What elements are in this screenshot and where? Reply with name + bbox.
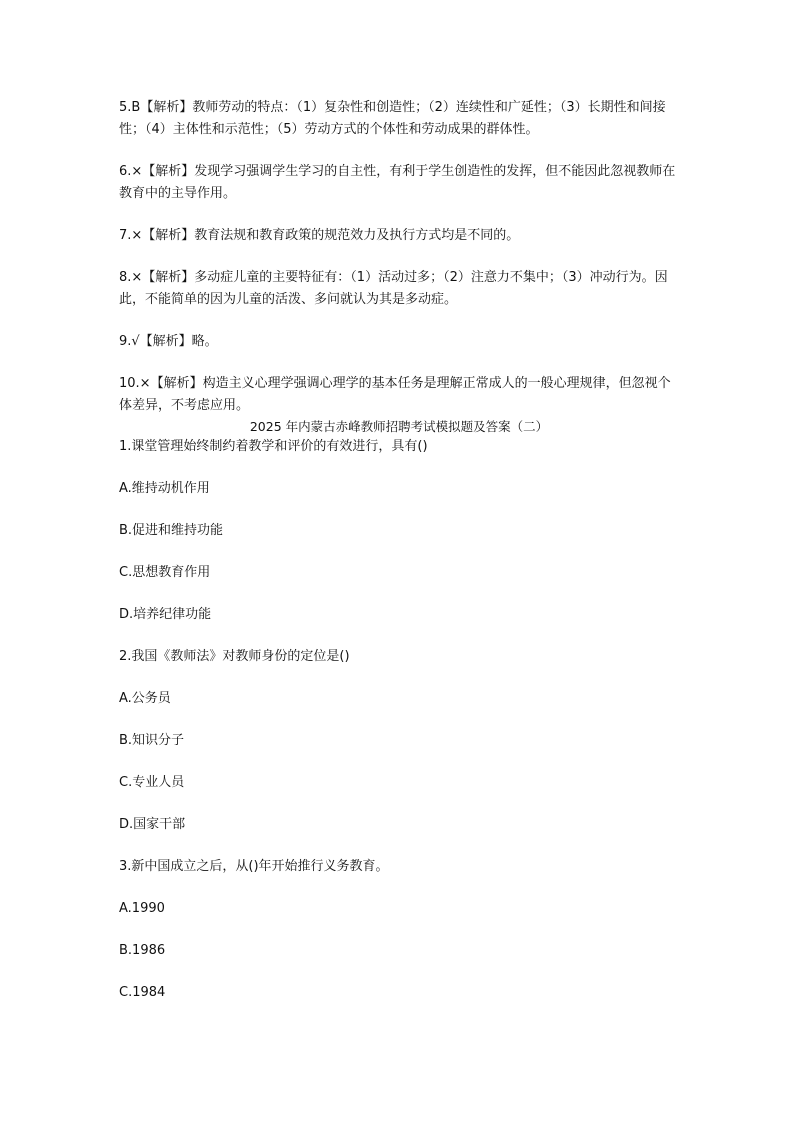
question-2-option-c: C.专业人员 [119,775,185,790]
question-1-option-a: A.维持动机作用 [119,481,210,496]
answer-6: 6.×【解析】发现学习强调学生学习的自主性，有利于学生创造性的发挥，但不能因此忽视教师在教育中的主导作用。 [119,164,676,201]
answer-7: 7.×【解析】教育法规和教育政策的规范效力及执行方式均是不同的。 [119,228,520,243]
question-1-option-b: B.促进和维持功能 [119,523,224,538]
page-content [119,97,679,1003]
question-2-option-b: B.知识分子 [119,733,185,748]
question-2-stem: 2.我国《教师法》对教师身份的定位是() [119,649,350,664]
answer-8: 8.×【解析】多动症儿童的主要特征有：（1）活动过多；（2）注意力不集中；（3）冲动行为。因此，不能简单的因为儿童的活泼、多问就认为其是多动症。 [119,270,668,307]
question-3-option-a: A.1990 [119,901,165,916]
answer-5: 5.B【解析】教师劳动的特点：（1）复杂性和创造性；（2）连续性和广延性；（3）长期性和间接性；（4）主体性和示范性；（5）劳动方式的个体性和劳动成果的群体性。 [119,100,666,137]
answer-9: 9.√【解析】略。 [119,334,218,349]
question-1-stem: 1.课堂管理始终制约着教学和评价的有效进行，具有() [119,439,428,454]
question-3-option-c: C.1984 [119,985,166,1000]
question-2-option-a: A.公务员 [119,691,171,706]
answer-10: 10.×【解析】构造主义心理学强调心理学的基本任务是理解正常成人的一般心理规律，但忽视个体差异，不考虑应用。 [119,376,671,413]
question-1-option-d: D.培养纪律功能 [119,607,212,622]
question-1-option-c: C.思想教育作用 [119,565,211,580]
question-3-stem: 3.新中国成立之后，从()年开始推行义务教育。 [119,859,389,874]
question-3-option-b: B.1986 [119,943,166,958]
question-2-option-d: D.国家干部 [119,817,186,832]
section-title: 2025 年内蒙古赤峰教师招聘考试模拟题及答案（二） [249,419,549,434]
